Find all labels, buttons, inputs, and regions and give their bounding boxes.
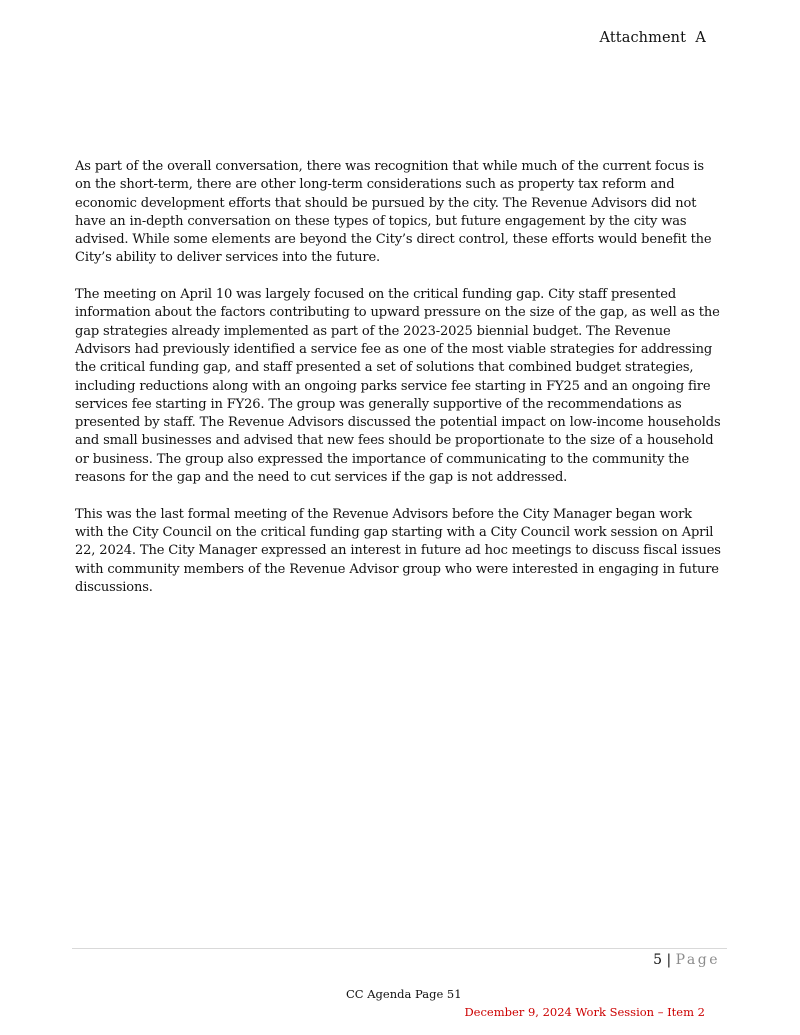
page-label: Page <box>675 952 720 968</box>
page-number-value: 5 <box>653 952 662 968</box>
agenda-page-label: CC Agenda Page 51 <box>346 987 462 1001</box>
footer-divider <box>72 948 727 949</box>
paragraph-last-formal-meeting: This was the last formal meeting of the Revenue Advisors before the City Manager began work with the City Council on the critical funding gap starting with a City Council work session on April 22, 2024. The City Manager expressed an interest in future ad hoc meetings to discuss fiscal issues with community members of the Revenue Advisor group who were interested in engaging in future discussions. <box>75 506 721 595</box>
page-number-separator: | <box>666 952 672 968</box>
work-session-label: December 9, 2024 Work Session – Item 2 <box>464 1005 705 1019</box>
document-body <box>75 158 723 615</box>
paragraph-april-10-meeting: The meeting on April 10 was largely focused on the critical funding gap. City staff presented information about the factors contributing to upward pressure on the size of the gap, as well as the gap strategies already implemented as part of the 2023-2025 biennial budget. The Revenue Advisors had previously identified a service fee as one of the most viable strategies for addressing the critical funding gap, and staff presented a set of solutions that combined budget strategies, including reductions along with an ongoing parks service fee starting in FY25 and an ongoing fire services fee starting in FY26. The group was generally supportive of the recommendations as presented by staff. The Revenue Advisors discussed the potential impact on low-income households and small businesses and advised that new fees should be proportionate to the size of a household or business. The group also expressed the importance of communicating to the community the reasons for the gap and the need to cut services if the gap is not addressed. <box>75 287 721 486</box>
paragraph-long-term-considerations: As part of the overall conversation, there was recognition that while much of the current focus is on the short-term, there are other long-term considerations such as property tax reform and economic development efforts that should be pursued by the city. The Revenue Advisors did not have an in-depth conversation on these types of topics, but future engagement by the city was advised. While some elements are beyond the City’s direct control, these efforts would benefit the City’s ability to deliver services into the future. <box>75 159 712 266</box>
attachment-label: Attachment A <box>599 30 706 46</box>
page-number <box>653 952 720 968</box>
